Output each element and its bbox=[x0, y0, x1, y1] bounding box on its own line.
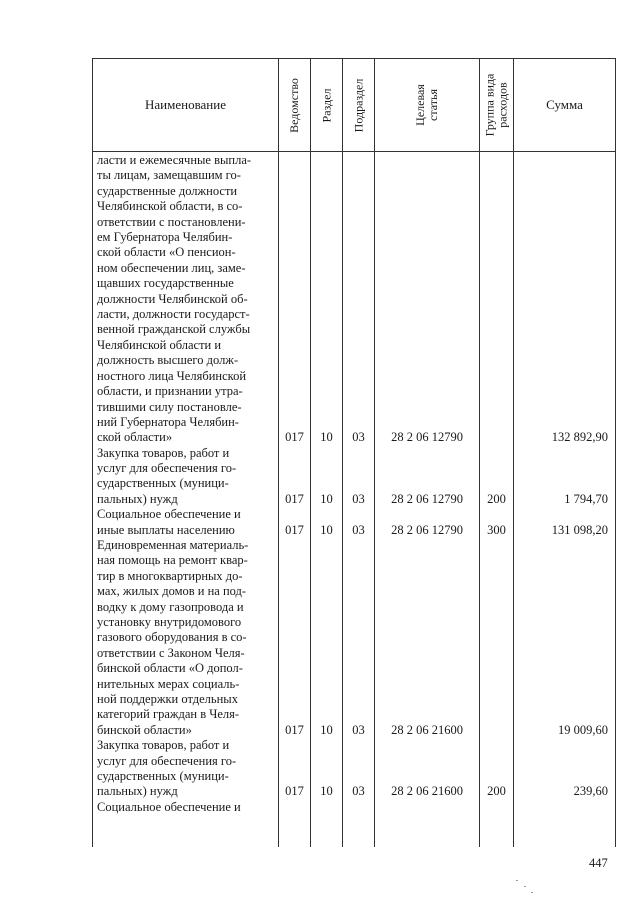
header-gruppa-cell bbox=[480, 59, 513, 151]
description-line: ний Губернатора Челябин- bbox=[97, 414, 239, 429]
header-celevaya-line2: статья bbox=[425, 89, 440, 121]
cell-gruppa: 200 bbox=[487, 784, 506, 799]
description-line: пальных) нужд bbox=[97, 784, 178, 799]
table-row bbox=[93, 507, 615, 538]
header-vedomstvo: Ведомство bbox=[287, 77, 302, 133]
description-line: должность высшего долж- bbox=[97, 353, 239, 368]
cell-vedomstvo: 017 bbox=[285, 430, 304, 445]
cell-gruppa: 200 bbox=[487, 491, 506, 506]
row-description bbox=[97, 800, 277, 815]
table-row bbox=[93, 738, 615, 800]
description-line: области, и признании утра- bbox=[97, 384, 243, 399]
cell-summa: 1 794,70 bbox=[564, 491, 608, 506]
table-row bbox=[93, 800, 615, 815]
description-line: сударственные должности bbox=[97, 183, 238, 198]
description-line: ной поддержки отдельных bbox=[97, 692, 238, 707]
row-description bbox=[97, 446, 277, 508]
description-line: Закупка товаров, работ и bbox=[97, 738, 230, 753]
description-line: Единовременная материаль- bbox=[97, 538, 249, 552]
cell-vedomstvo: 017 bbox=[285, 522, 304, 537]
description-line: венной гражданской службы bbox=[97, 322, 251, 337]
table-row bbox=[93, 153, 615, 446]
description-line: услуг для обеспечения го- bbox=[97, 461, 237, 475]
description-line: Челябинской области, в со- bbox=[97, 199, 243, 214]
description-line: ном обеспечении лиц, заме- bbox=[97, 260, 246, 275]
cell-celevaya: 28 2 06 12790 bbox=[391, 430, 463, 445]
description-line: мах, жилых домов и на под- bbox=[97, 584, 247, 599]
description-line: ответствии с Законом Челя- bbox=[97, 645, 245, 660]
header-razdel-cell bbox=[311, 59, 342, 151]
header-gruppa-line1: Группа вида bbox=[482, 73, 497, 137]
page-number: 447 bbox=[589, 856, 608, 870]
header-podrazdel-cell bbox=[343, 59, 374, 151]
row-description bbox=[97, 507, 277, 538]
cell-podrazdel: 03 bbox=[352, 522, 365, 537]
cell-summa: 131 098,20 bbox=[551, 522, 608, 537]
scan-speck bbox=[524, 886, 526, 887]
cell-razdel: 10 bbox=[320, 722, 333, 737]
description-line: бинской области «О допол- bbox=[97, 661, 243, 676]
description-line: газового оборудования в со- bbox=[97, 630, 247, 645]
description-line: иные выплаты населению bbox=[97, 522, 235, 537]
description-line: ем Губернатора Челябин- bbox=[97, 230, 233, 245]
cell-vedomstvo: 017 bbox=[285, 784, 304, 799]
header-celevaya-cell bbox=[375, 59, 479, 151]
table-header bbox=[93, 59, 615, 152]
description-line: Челябинской области и bbox=[97, 337, 222, 352]
cell-razdel: 10 bbox=[320, 491, 333, 506]
cell-summa: 239,60 bbox=[573, 784, 608, 799]
description-line: ской области «О пенсион- bbox=[97, 245, 236, 260]
table-row bbox=[93, 446, 615, 508]
description-line: тир в многоквартирных до- bbox=[97, 568, 243, 583]
header-vedomstvo-cell bbox=[279, 59, 310, 151]
header-name: Наименование bbox=[145, 97, 226, 112]
cell-podrazdel: 03 bbox=[352, 430, 365, 445]
table-row bbox=[93, 538, 615, 738]
cell-razdel: 10 bbox=[320, 784, 333, 799]
cell-celevaya: 28 2 06 12790 bbox=[391, 491, 463, 506]
header-summa: Сумма bbox=[546, 97, 583, 112]
header-gruppa bbox=[484, 74, 510, 137]
description-line: Закупка товаров, работ и bbox=[97, 445, 230, 460]
description-line: сударственных (муници- bbox=[97, 476, 229, 491]
cell-podrazdel: 03 bbox=[352, 784, 365, 799]
cell-gruppa: 300 bbox=[487, 522, 506, 537]
scan-speck bbox=[531, 892, 533, 893]
cell-celevaya: 28 2 06 12790 bbox=[391, 522, 463, 537]
description-line: пальных) нужд bbox=[97, 491, 178, 506]
header-name-cell bbox=[93, 59, 278, 151]
description-line: тившими силу постановле- bbox=[97, 399, 242, 414]
description-line: бинской области» bbox=[97, 722, 192, 737]
description-line: ты лицам, замещавшим го- bbox=[97, 168, 241, 183]
cell-vedomstvo: 017 bbox=[285, 491, 304, 506]
header-celevaya bbox=[414, 84, 440, 126]
cell-razdel: 10 bbox=[320, 430, 333, 445]
header-podrazdel: Подраздел bbox=[351, 78, 366, 132]
scan-speck bbox=[516, 880, 518, 881]
description-line: сударственных (муници- bbox=[97, 769, 229, 783]
row-description bbox=[97, 738, 277, 800]
header-razdel: Раздел bbox=[319, 88, 334, 122]
description-line: нительных мерах социаль- bbox=[97, 676, 240, 691]
cell-celevaya: 28 2 06 21600 bbox=[391, 784, 463, 799]
description-line: Социальное обеспечение и bbox=[97, 799, 241, 814]
description-line: категорий граждан в Челя- bbox=[97, 707, 240, 722]
cell-summa: 19 009,60 bbox=[558, 722, 608, 737]
description-line: ской области» bbox=[97, 430, 173, 445]
budget-table bbox=[92, 58, 616, 847]
cell-vedomstvo: 017 bbox=[285, 722, 304, 737]
header-gruppa-line2: расходов bbox=[495, 82, 510, 128]
description-line: ласти, должности государст- bbox=[97, 307, 250, 322]
description-line: должности Челябинской об- bbox=[97, 291, 248, 306]
row-description bbox=[97, 538, 277, 738]
description-line: ответствии с постановлени- bbox=[97, 214, 246, 229]
row-description bbox=[97, 153, 277, 446]
header-celevaya-line1: Целевая bbox=[412, 84, 427, 126]
cell-podrazdel: 03 bbox=[352, 722, 365, 737]
description-line: установку внутридомового bbox=[97, 615, 242, 630]
description-line: водку к дому газопровода и bbox=[97, 599, 244, 614]
description-line: Социальное обеспечение и bbox=[97, 507, 241, 522]
description-line: услуг для обеспечения го- bbox=[97, 753, 237, 768]
description-line: ная помощь на ремонт квар- bbox=[97, 553, 248, 568]
cell-podrazdel: 03 bbox=[352, 491, 365, 506]
cell-razdel: 10 bbox=[320, 522, 333, 537]
cell-summa: 132 892,90 bbox=[551, 430, 608, 445]
description-line: щавших государственные bbox=[97, 276, 234, 291]
header-summa-cell bbox=[514, 59, 615, 151]
description-line: ласти и ежемесячные выпла- bbox=[97, 153, 252, 167]
cell-celevaya: 28 2 06 21600 bbox=[391, 722, 463, 737]
description-line: ностного лица Челябинской bbox=[97, 368, 247, 383]
